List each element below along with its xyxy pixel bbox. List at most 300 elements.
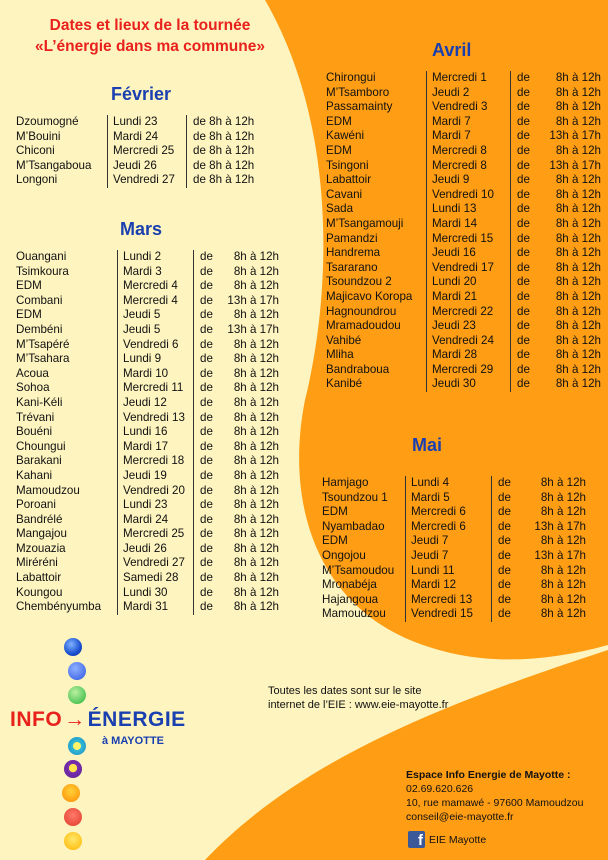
commune-cell: Mamoudzou: [16, 483, 80, 497]
commune-cell: Nyambadao: [322, 519, 385, 533]
info-energie-logo: [10, 708, 186, 732]
contact-block: [406, 768, 583, 824]
hours-cell: 8h à 12h: [555, 114, 601, 128]
hours-cell: 8h à 12h: [555, 289, 601, 303]
commune-cell: Tsararano: [326, 260, 378, 274]
table-row: [16, 513, 279, 528]
table-row: [322, 564, 586, 579]
table-row: [16, 571, 279, 586]
de-cell: de: [511, 363, 540, 378]
table-row: [16, 294, 279, 309]
hours-cell: 8h à 12h: [233, 527, 279, 541]
logo-subtitle: à MAYOTTE: [102, 735, 164, 747]
hours-cell: 8h à 12h: [233, 410, 279, 424]
day-cell: Vendredi 17: [427, 261, 511, 276]
hours-cell: 8h à 12h: [233, 541, 279, 555]
hours-cell: 8h à 12h: [555, 71, 601, 84]
title-line-1: Dates et lieux de la tournée: [49, 17, 251, 34]
table-row: [326, 217, 601, 232]
de-cell: de 8h à 12h: [187, 130, 255, 145]
hours-cell: 8h à 12h: [555, 187, 601, 201]
de-cell: de: [511, 261, 540, 276]
day-cell: Mercredi 6: [406, 520, 492, 535]
commune-cell: Miréréni: [16, 556, 58, 570]
hours-cell: 13h à 17h: [534, 519, 586, 533]
day-cell: Lundi 23: [118, 498, 194, 513]
table-row: [16, 115, 254, 130]
logo-info: INFO: [10, 708, 63, 731]
de-cell: de: [194, 513, 218, 528]
globe-icon: [64, 638, 82, 656]
table-row: [16, 454, 279, 469]
table-row: [326, 305, 601, 320]
day-cell: Samedi 28: [118, 571, 194, 586]
hours-cell: 8h à 12h: [233, 556, 279, 570]
table-row: [322, 549, 586, 564]
de-cell: de: [511, 188, 540, 203]
hours-cell: 8h à 12h: [540, 476, 586, 489]
table-row: [326, 115, 601, 130]
table-row: [16, 527, 279, 542]
commune-cell: Cavani: [326, 187, 363, 201]
day-cell: Lundi 30: [118, 586, 194, 601]
month-heading-mars: Mars: [120, 219, 163, 239]
table-row: [16, 498, 279, 513]
de-cell: de: [511, 275, 540, 290]
day-cell: Vendredi 27: [118, 556, 194, 571]
commune-cell: M’Bouini: [16, 129, 61, 143]
de-cell: de: [511, 86, 540, 101]
de-cell: de: [492, 534, 521, 549]
hours-cell: 8h à 12h: [540, 563, 586, 577]
commune-cell: EDM: [322, 505, 348, 519]
commune-cell: Labattoir: [326, 173, 372, 187]
de-cell: de: [492, 549, 521, 564]
commune-cell: Bandrélé: [16, 512, 63, 526]
de-cell: de: [194, 600, 218, 615]
day-cell: Vendredi 15: [406, 607, 492, 622]
table-row: [322, 593, 586, 608]
de-cell: de: [492, 520, 521, 535]
de-cell: de: [492, 593, 521, 608]
table-row: [326, 86, 601, 101]
day-cell: Vendredi 13: [118, 411, 194, 426]
day-cell: Jeudi 9: [427, 173, 511, 188]
de-cell: de: [194, 542, 218, 557]
commune-cell: Bouéni: [16, 425, 53, 439]
de-cell: de: [194, 425, 218, 440]
de-cell: de: [194, 556, 218, 571]
commune-cell: Koungou: [16, 585, 63, 599]
day-cell: Mardi 28: [427, 348, 511, 363]
hours-cell: 13h à 17h: [549, 129, 601, 143]
hours-cell: 8h à 12h: [555, 333, 601, 347]
table-row: [326, 144, 601, 159]
day-cell: Vendredi 27: [108, 173, 187, 188]
de-cell: de: [492, 607, 521, 622]
table-row: [322, 534, 586, 549]
table-row: [16, 308, 279, 323]
day-cell: Lundi 11: [406, 564, 492, 579]
de-cell: de 8h à 12h: [187, 115, 255, 130]
commune-cell: M’Tsangaboua: [16, 158, 92, 172]
website-note-line-1: Toutes les dates sont sur le site: [268, 685, 422, 697]
hours-cell: 8h à 12h: [555, 362, 601, 376]
de-cell: de: [194, 454, 218, 469]
de-cell: de: [511, 144, 540, 159]
hours-cell: 8h à 12h: [555, 275, 601, 289]
day-cell: Vendredi 6: [118, 338, 194, 353]
commune-cell: Combani: [16, 293, 63, 307]
table-row: [326, 159, 601, 174]
hours-cell: 8h à 12h: [555, 304, 601, 318]
hours-cell: 8h à 12h: [233, 352, 279, 366]
de-cell: de: [194, 571, 218, 586]
day-cell: Lundi 2: [118, 250, 194, 265]
table-row: [16, 352, 279, 367]
de-cell: de: [194, 352, 218, 367]
de-cell: de: [194, 469, 218, 484]
hours-cell: 8h à 12h: [233, 571, 279, 585]
table-row: [326, 275, 601, 290]
commune-cell: EDM: [326, 114, 352, 128]
table-row: [16, 600, 279, 615]
commune-cell: Sohoa: [16, 381, 50, 395]
commune-cell: EDM: [16, 308, 42, 322]
day-cell: Mercredi 18: [118, 454, 194, 469]
hours-cell: 8h à 12h: [540, 607, 586, 621]
contact-title: Espace Info Energie de Mayotte :: [406, 769, 571, 781]
de-cell: de: [511, 100, 540, 115]
table-row: [326, 129, 601, 144]
day-cell: Jeudi 16: [427, 246, 511, 261]
de-cell: de: [492, 578, 521, 593]
day-cell: Jeudi 5: [118, 323, 194, 338]
facebook-label[interactable]: EIE Mayotte: [429, 834, 487, 846]
hours-cell: 8h à 12h: [540, 505, 586, 519]
commune-cell: Dembéni: [16, 322, 63, 336]
table-row: [16, 586, 279, 601]
day-cell: Mercredi 22: [427, 305, 511, 320]
commune-cell: M’Tsahara: [16, 352, 70, 366]
commune-cell: M’Tsamoudou: [322, 563, 395, 577]
water-drop-icon: [68, 662, 86, 680]
commune-cell: Ouangani: [16, 250, 67, 263]
hours-cell: 8h à 12h: [233, 439, 279, 453]
day-cell: Jeudi 7: [406, 534, 492, 549]
day-cell: Mardi 24: [118, 513, 194, 528]
table-row: [326, 100, 601, 115]
table-row: [16, 484, 279, 499]
hours-cell: 8h à 12h: [555, 260, 601, 274]
de-cell: de: [511, 173, 540, 188]
day-cell: Mardi 7: [427, 129, 511, 144]
day-cell: Mardi 12: [406, 578, 492, 593]
hours-cell: 8h à 12h: [555, 377, 601, 391]
table-row: [16, 338, 279, 353]
website-note: [268, 684, 448, 712]
table-row: [322, 520, 586, 535]
day-cell: Mercredi 1: [427, 71, 511, 86]
de-cell: de: [194, 323, 218, 338]
commune-cell: Mamoudzou: [322, 607, 386, 621]
commune-cell: Sada: [326, 202, 354, 216]
commune-cell: Kawéni: [326, 129, 365, 143]
table-row: [326, 319, 601, 334]
hours-cell: 8h à 12h: [233, 250, 279, 263]
de-cell: de: [194, 294, 218, 309]
day-cell: Jeudi 12: [118, 396, 194, 411]
house-icon: [64, 808, 82, 826]
hours-cell: 8h à 12h: [555, 246, 601, 260]
table-row: [16, 542, 279, 557]
title-line-2: «L’énergie dans ma commune»: [34, 38, 265, 55]
commune-cell: Hamjago: [322, 476, 369, 489]
day-cell: Mardi 31: [118, 600, 194, 615]
month-heading-avril: Avril: [432, 40, 472, 60]
commune-cell: Chiconi: [16, 144, 55, 158]
hours-cell: 8h à 12h: [555, 348, 601, 362]
hours-cell: 8h à 12h: [233, 381, 279, 395]
day-cell: Mardi 5: [406, 491, 492, 506]
schedule-table-mars: [16, 250, 279, 615]
table-row: [16, 250, 279, 265]
de-cell: de: [511, 377, 540, 392]
month-heading-fevrier: Février: [111, 84, 172, 104]
de-cell: de: [511, 334, 540, 349]
commune-cell: Tsoundzou 2: [326, 275, 392, 289]
hours-cell: 8h à 12h: [233, 483, 279, 497]
table-row: [326, 232, 601, 247]
table-row: [326, 261, 601, 276]
commune-cell: Hajangoua: [322, 592, 379, 606]
commune-cell: Kani-Kéli: [16, 395, 63, 409]
hours-cell: 8h à 12h: [233, 498, 279, 512]
hours-cell: 8h à 12h: [233, 512, 279, 526]
de-cell: de: [511, 290, 540, 305]
commune-cell: Barakani: [16, 454, 62, 468]
de-cell: de: [492, 564, 521, 579]
commune-cell: Passamainty: [326, 100, 393, 114]
logo-energie: ÉNERGIE: [87, 708, 186, 731]
hours-cell: 8h à 12h: [555, 100, 601, 114]
de-cell: de: [194, 338, 218, 353]
hours-cell: 8h à 12h: [555, 319, 601, 333]
commune-cell: Longoni: [16, 173, 58, 187]
de-cell: de: [194, 265, 218, 280]
hours-cell: 8h à 12h: [233, 395, 279, 409]
de-cell: de: [194, 498, 218, 513]
table-row: [16, 440, 279, 455]
table-row: [16, 411, 279, 426]
table-row: [322, 491, 586, 506]
commune-cell: Tsoundzou 1: [322, 490, 388, 504]
day-cell: Mardi 7: [427, 115, 511, 130]
de-cell: de: [492, 505, 521, 520]
day-cell: Vendredi 20: [118, 484, 194, 499]
hours-cell: 8h à 12h: [540, 592, 586, 606]
day-cell: Lundi 9: [118, 352, 194, 367]
hours-cell: 13h à 17h: [534, 548, 586, 562]
de-cell: de: [194, 411, 218, 426]
table-row: [16, 265, 279, 280]
day-cell: Vendredi 3: [427, 100, 511, 115]
table-row: [16, 323, 279, 338]
de-cell: de: [194, 484, 218, 499]
table-row: [16, 159, 254, 174]
hours-cell: 8h à 12h: [540, 578, 586, 592]
table-row: [16, 556, 279, 571]
day-cell: Jeudi 26: [118, 542, 194, 557]
contact-phone: 02.69.620.626: [406, 783, 474, 795]
hours-cell: 8h à 12h: [233, 366, 279, 380]
day-cell: Mardi 14: [427, 217, 511, 232]
commune-cell: EDM: [16, 279, 42, 293]
day-cell: Mardi 21: [427, 290, 511, 305]
hours-cell: 8h à 12h: [555, 216, 601, 230]
hours-cell: 8h à 12h: [555, 231, 601, 245]
table-row: [16, 130, 254, 145]
commune-cell: Tsingoni: [326, 158, 369, 172]
hours-cell: 8h à 12h: [233, 337, 279, 351]
table-row: [326, 71, 601, 86]
de-cell: de 8h à 12h: [187, 159, 255, 174]
day-cell: Lundi 13: [427, 202, 511, 217]
website-note-line-2: internet de l’EIE : www.eie-mayotte.fr: [268, 699, 449, 711]
de-cell: de: [511, 319, 540, 334]
commune-cell: Mliha: [326, 348, 354, 362]
table-row: [16, 144, 254, 159]
day-cell: Mercredi 25: [118, 527, 194, 542]
month-heading-mai: Mai: [412, 435, 443, 455]
commune-cell: Tsimkoura: [16, 264, 69, 278]
de-cell: de: [511, 115, 540, 130]
day-cell: Jeudi 19: [118, 469, 194, 484]
hours-cell: 8h à 12h: [233, 425, 279, 439]
day-cell: Mercredi 29: [427, 363, 511, 378]
table-row: [16, 381, 279, 396]
day-cell: Mercredi 25: [108, 144, 187, 159]
commune-cell: Dzoumogné: [16, 115, 79, 128]
day-cell: Mercredi 15: [427, 232, 511, 247]
de-cell: de: [194, 308, 218, 323]
day-cell: Mercredi 8: [427, 144, 511, 159]
table-row: [16, 279, 279, 294]
contact-email: conseil@eie-mayotte.fr: [406, 811, 514, 823]
commune-cell: Pamandzi: [326, 231, 378, 245]
hours-cell: 8h à 12h: [555, 202, 601, 216]
day-cell: Vendredi 24: [427, 334, 511, 349]
day-cell: Lundi 23: [108, 115, 187, 130]
commune-cell: M’Tsapéré: [16, 337, 70, 351]
day-cell: Mardi 24: [108, 130, 187, 145]
table-row: [322, 607, 586, 622]
day-cell: Lundi 16: [118, 425, 194, 440]
day-cell: Jeudi 2: [427, 86, 511, 101]
de-cell: de: [511, 159, 540, 174]
day-cell: Jeudi 26: [108, 159, 187, 174]
commune-cell: Chembényumba: [16, 600, 102, 614]
hours-cell: 8h à 12h: [233, 279, 279, 293]
commune-cell: Vahibé: [326, 333, 362, 347]
day-cell: Mercredi 13: [406, 593, 492, 608]
table-row: [326, 202, 601, 217]
commune-cell: Majicavo Koropa: [326, 289, 413, 303]
day-cell: Jeudi 23: [427, 319, 511, 334]
commune-cell: Mzouazia: [16, 541, 66, 555]
de-cell: de: [194, 279, 218, 294]
day-cell: Mercredi 4: [118, 279, 194, 294]
commune-cell: Trévani: [16, 410, 55, 424]
day-cell: Vendredi 10: [427, 188, 511, 203]
sun-icon: [68, 737, 86, 755]
table-row: [326, 363, 601, 378]
table-row: [16, 173, 254, 188]
table-row: [16, 425, 279, 440]
schedule-table-mai: [322, 476, 586, 622]
commune-cell: Chirongui: [326, 71, 376, 84]
day-cell: Jeudi 30: [427, 377, 511, 392]
table-row: [322, 476, 586, 491]
commune-cell: Acoua: [16, 366, 49, 380]
hours-cell: 8h à 12h: [555, 85, 601, 99]
person-icon: [64, 832, 82, 850]
day-cell: Mercredi 4: [118, 294, 194, 309]
day-cell: Jeudi 7: [406, 549, 492, 564]
hours-cell: 8h à 12h: [233, 468, 279, 482]
day-cell: Mercredi 11: [118, 381, 194, 396]
table-row: [326, 290, 601, 305]
de-cell: de: [511, 71, 540, 86]
de-cell: de: [511, 348, 540, 363]
facebook-icon[interactable]: f: [408, 831, 425, 848]
hours-cell: 13h à 17h: [549, 158, 601, 172]
de-cell: de: [511, 129, 540, 144]
commune-cell: Hagnoundrou: [326, 304, 397, 318]
contact-address: 10, rue mamawé - 97600 Mamoudzou: [406, 797, 584, 809]
table-row: [326, 334, 601, 349]
table-row: [326, 173, 601, 188]
table-row: [326, 377, 601, 392]
day-cell: Mardi 3: [118, 265, 194, 280]
commune-cell: Choungui: [16, 439, 66, 453]
de-cell: de 8h à 12h: [187, 173, 255, 188]
hours-cell: 8h à 12h: [555, 143, 601, 157]
de-cell: de: [511, 246, 540, 261]
hours-cell: 8h à 12h: [233, 585, 279, 599]
de-cell: de: [194, 250, 218, 265]
table-row: [326, 348, 601, 363]
de-cell: de: [194, 381, 218, 396]
table-row: [322, 505, 586, 520]
commune-cell: Poroani: [16, 498, 56, 512]
de-cell: de: [194, 367, 218, 382]
logo-arrow-icon: →: [64, 708, 86, 731]
commune-cell: M’Tsamboro: [326, 85, 390, 99]
hours-cell: 8h à 12h: [233, 308, 279, 322]
de-cell: de: [194, 586, 218, 601]
hours-cell: 8h à 12h: [233, 454, 279, 468]
commune-cell: Mramadoudou: [326, 319, 401, 333]
day-cell: Mardi 10: [118, 367, 194, 382]
de-cell: de: [194, 440, 218, 455]
table-row: [326, 246, 601, 261]
table-row: [16, 469, 279, 484]
de-cell: de: [511, 232, 540, 247]
hours-cell: 8h à 12h: [233, 600, 279, 614]
day-cell: Jeudi 5: [118, 308, 194, 323]
commune-cell: Ongojou: [322, 548, 366, 562]
